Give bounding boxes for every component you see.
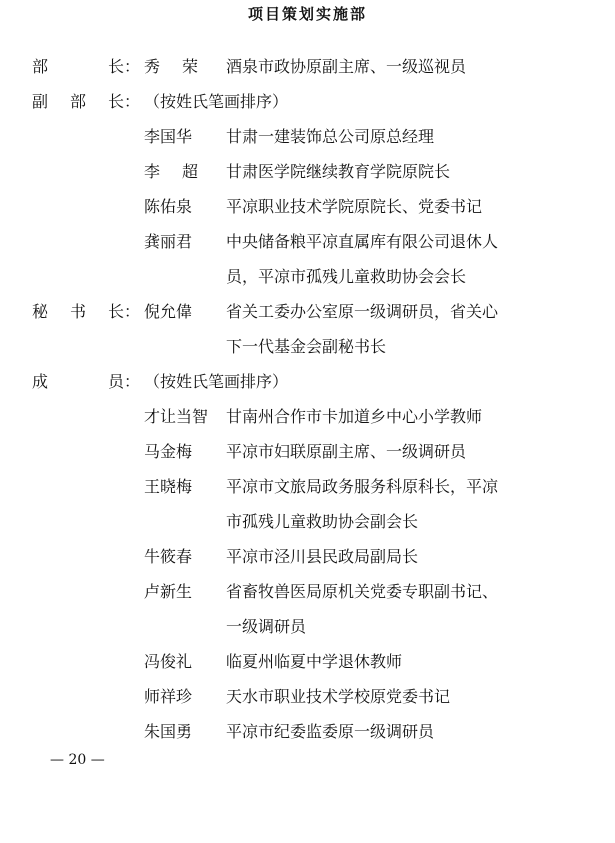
member-desc: 甘南州合作市卡加道乡中心小学教师 xyxy=(226,407,483,426)
member-desc: 天水市职业技术学校原党委书记 xyxy=(226,687,451,706)
list-item xyxy=(0,122,615,152)
member-desc: 一级调研员 xyxy=(226,617,307,636)
role-char: 员 xyxy=(107,372,124,391)
member-desc: 甘肃一建装饰总公司原总经理 xyxy=(226,127,435,146)
member-name: 马金梅 xyxy=(144,442,193,461)
role-char: 长 xyxy=(107,57,124,76)
list-item xyxy=(0,682,615,712)
colon: ： xyxy=(124,372,141,391)
member-name: 牛筱春 xyxy=(144,547,193,566)
list-item xyxy=(0,157,615,187)
role-char: 副 xyxy=(32,92,49,111)
member-desc: 平凉市文旅局政务服务科原科长，平凉 xyxy=(226,477,499,496)
member-desc: 下一代基金会副秘书长 xyxy=(226,337,387,356)
list-item xyxy=(0,472,615,502)
member-name: 李国华 xyxy=(144,127,193,146)
colon: ： xyxy=(124,302,141,321)
list-item-continuation xyxy=(0,262,615,292)
member-desc: 酒泉市政协原副主席、一级巡视员 xyxy=(226,57,467,76)
member-desc: 员，平凉市孤残儿童救助协会会长 xyxy=(226,267,467,286)
member-name: 李 超 xyxy=(144,162,198,181)
role-label-minister xyxy=(32,52,124,82)
member-desc: 省关工委办公室原一级调研员，省关心 xyxy=(226,302,499,321)
list-item-continuation xyxy=(0,612,615,642)
list-item-continuation xyxy=(0,332,615,362)
list-item xyxy=(0,192,615,222)
members-heading-row xyxy=(0,367,615,397)
minister-row xyxy=(0,52,615,82)
member-desc: 平凉职业技术学院原院长、党委书记 xyxy=(226,197,483,216)
member-name: 倪允偉 xyxy=(144,302,193,321)
role-label-members xyxy=(32,367,124,397)
member-desc: 临夏州临夏中学退休教师 xyxy=(226,652,403,671)
member-desc: 平凉市泾川县民政局副局长 xyxy=(226,547,419,566)
role-char: 成 xyxy=(32,372,49,391)
member-name: 卢新生 xyxy=(144,582,193,601)
list-item xyxy=(0,437,615,467)
sort-note: （按姓氏笔画排序） xyxy=(144,92,289,111)
member-name: 王晓梅 xyxy=(144,477,193,496)
list-item xyxy=(0,227,615,257)
member-name: 朱国勇 xyxy=(144,722,193,741)
member-desc: 平凉市纪委监委原一级调研员 xyxy=(226,722,435,741)
list-item xyxy=(0,717,615,747)
member-desc: 平凉市妇联原副主席、一级调研员 xyxy=(226,442,467,461)
list-item xyxy=(0,647,615,677)
role-char: 秘 xyxy=(32,302,49,321)
role-label-secretary-general xyxy=(32,297,124,327)
member-name: 陈佑泉 xyxy=(144,197,193,216)
colon: ： xyxy=(124,92,141,111)
member-desc: 省畜牧兽医局原机关党委专职副书记、 xyxy=(226,582,499,601)
member-desc: 中央储备粮平凉直属库有限公司退休人 xyxy=(226,232,499,251)
role-char: 部 xyxy=(32,57,49,76)
secretary-general-row xyxy=(0,297,615,327)
member-name: 师祥珍 xyxy=(144,687,193,706)
role-char: 长 xyxy=(107,92,124,111)
member-name: 冯俊礼 xyxy=(144,652,193,671)
sort-note: （按姓氏笔画排序） xyxy=(144,372,289,391)
role-label-vice-minister xyxy=(32,87,124,117)
page-number: — 20 — xyxy=(50,752,105,768)
page-title: 项目策划实施部 xyxy=(247,5,367,23)
member-name: 才让当智 xyxy=(144,407,209,426)
vice-minister-heading-row xyxy=(0,87,615,117)
list-item xyxy=(0,402,615,432)
list-item xyxy=(0,577,615,607)
member-name: 龚丽君 xyxy=(144,232,193,251)
member-name: 秀 荣 xyxy=(144,57,198,76)
list-item xyxy=(0,542,615,572)
role-char: 书 xyxy=(69,302,86,321)
colon: ： xyxy=(124,57,141,76)
role-char: 长 xyxy=(107,302,124,321)
list-item-continuation xyxy=(0,507,615,537)
role-char: 部 xyxy=(69,92,86,111)
member-desc: 甘肃医学院继续教育学院原院长 xyxy=(226,162,451,181)
member-desc: 市孤残儿童救助协会副会长 xyxy=(226,512,419,531)
